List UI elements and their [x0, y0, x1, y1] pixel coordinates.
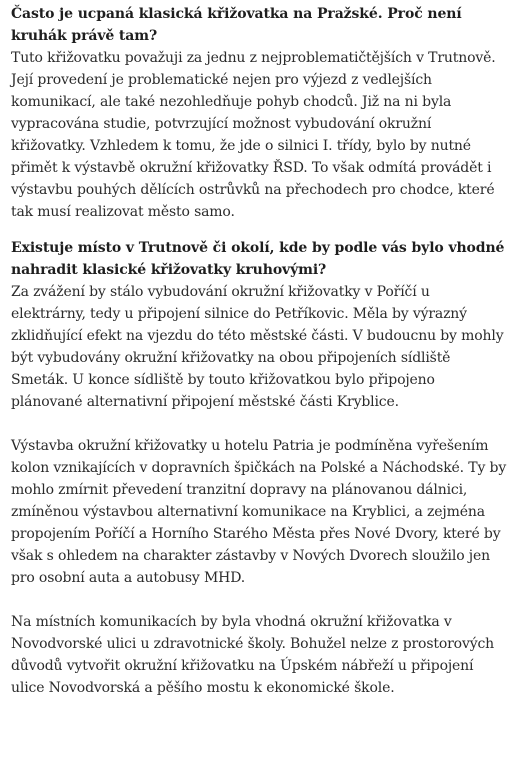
answer-paragraph: Výstavba okružní křižovatky u hotelu Patria je podmíněna vyřešením kolon vznikajících v dopravních špičkách na Polské a Náchodské. Ty by mohlo zmírnit převedení tranzitní dopravy na plánovanou dálnici, zmíněnou výstavbou alternativní komunikace na Kryblici, a zejména propojením Poříčí a Horního Starého Města přes Nové Dvory, které by však s ohledem na charakter zástavby v Nových Dvorech sloužilo jen pro osobní auta a autobusy MHD. [11, 438, 507, 586]
answer-paragraph: Za zvážení by stálo vybudování okružní křižovatky v Poříčí u elektrárny, tedy u připojení silnice do Petříkovic. Měla by výrazný zklidňující efekt na vjezdu do této městské části. V budoucnu by mohly být vybudovány okružní křižovatky na obou připojeních sídliště Smeták. U konce sídliště by touto křižovatkou bylo připojeno plánované alternativní připojení městské části Kryblice. [11, 284, 504, 410]
answer-paragraph: Tuto křižovatku považuji za jednu z nejproblematičtějších v Trutnově. Její provedení je problematické nejen pro výjezd z vedlejších komunikací, ale také nezohledňuje pohyb chodců. Již na ni byla vypracována studie, potvrzující možnost vybudování okružní křižovatky. Vzhledem k tomu, že jde o silnici I. třídy, bylo by nutné přimět k výstavbě okružní křižovatky ŘSD. To však odmítá provádět i výstavbu pouhých dělících ostrůvků na přechodech pro chodce, které tak musí realizovat město samo. [11, 50, 496, 220]
spacer [11, 413, 507, 435]
spacer [11, 223, 507, 237]
question-heading: Existuje místo v Trutnově či okolí, kde by podle vás bylo vhodné nahradit klasické křižovatky kruhovými? [11, 240, 505, 278]
answer-paragraph: Na místních komunikacích by byla vhodná okružní křižovatka v Novodvorské ulici u zdravotnické školy. Bohužel nelze z prostorových důvodů vytvořit okružní křižovatku na Úpském nábřeží u připojení ulice Novodvorská a pěšího mostu k ekonomické škole. [11, 614, 495, 696]
question-heading: Často je ucpaná klasická křižovatka na Pražské. Proč není kruhák právě tam? [11, 6, 462, 44]
spacer [11, 589, 507, 611]
